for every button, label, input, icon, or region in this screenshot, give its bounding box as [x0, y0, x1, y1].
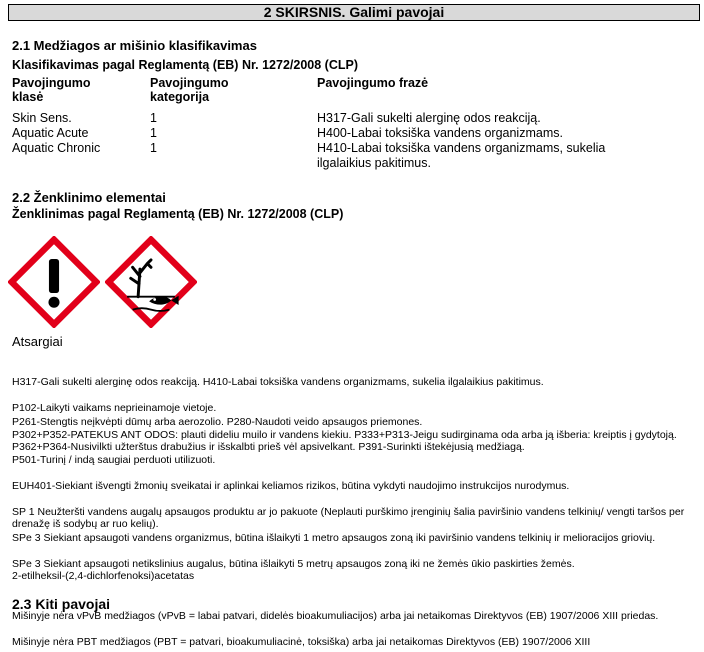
table-cell-class: Skin Sens. [12, 111, 72, 125]
other-hazards-vpvb: Mišinyje nėra vPvB medžiagos (vPvB = labai patvari, didelės bioakumuliacijos) arba jai netaikomas Direktyvos (EB) 1907/2006 XIII priedas. [12, 610, 659, 622]
table-cell-category: 1 [150, 141, 157, 155]
col-header-phrase: Pavojingumo frazė [317, 76, 429, 90]
table-cell-class: Aquatic Chronic [12, 141, 101, 155]
precautionary-p261: P261-Stengtis neįkvėpti dūmų arba aerozolio. P280-Naudoti veido apsaugos priemones. [12, 416, 423, 428]
euh-statement: EUH401-Siekiant išvengti žmonių sveikatai ir aplinkai keliamos rizikos, būtina vykdyti naudojimo instrukcijos nurodymus. [12, 480, 570, 492]
signal-word: Atsargiai [12, 334, 63, 349]
col-header-category-line2: kategorija [150, 90, 210, 104]
heading-2-2: 2.2 Ženklinimo elementai [12, 190, 166, 205]
table-cell-phrase: H410-Labai toksiška vandens organizmams, sukelia [317, 141, 606, 155]
table-cell-phrase: H400-Labai toksiška vandens organizmams. [317, 126, 563, 140]
table-cell-category: 1 [150, 126, 157, 140]
subheading-clp-labelling: Ženklinimas pagal Reglamentą (EB) Nr. 1272/2008 (CLP) [12, 207, 344, 221]
table-cell-class: Aquatic Acute [12, 126, 89, 140]
precautionary-p102: P102-Laikyti vaikams neprieinamoje vietoje. [12, 402, 217, 414]
heading-2-3: 2.3 Kiti pavojai [12, 596, 111, 612]
section-title: 2 SKIRSNIS. Galimi pavojai [8, 4, 700, 21]
precautionary-p501: P501-Turinį / indą saugiai perduoti utilizuoti. [12, 454, 216, 466]
sp1-statement: SP 1 Neužteršti vandens augalų apsaugos produktu ar jo pakuote (Neplauti purškimo įrenginių šalia paviršinio vandens telkinių/ vengti taršos per drenažę iš sodybų ar ruo kelių). [12, 506, 685, 530]
precautionary-p302: P302+P352-PATEKUS ANT ODOS: plauti dideliu muilo ir vandens kiekiu. P333+P313-Jeigu sudirginama oda arba ją išberia: kreiptis į gydytoją. P362+P364-Nusivilkti užterštus drabužius ir išskalbti prieš vėl apsivelkant. P391-Surinkti ištekėjusią medžiagą. [12, 429, 677, 453]
col-header-class [12, 76, 90, 104]
subheading-clp-classification: Klasifikavimas pagal Reglamentą (EB) Nr. 1272/2008 (CLP) [12, 58, 358, 72]
other-hazards-pbt: Mišinyje nėra PBT medžiagos (PBT = patvari, bioakumuliacinė, toksiška) arba jai netaikomas Direktyvos (EB) 1907/2006 XIII [12, 636, 591, 648]
heading-2-1: 2.1 Medžiagos ar mišinio klasifikavimas [12, 38, 257, 53]
exclamation-mark-icon [8, 236, 100, 328]
hazard-statements: H317-Gali sukelti alerginę odos reakciją. H410-Labai toksiška vandens organizmams, sukelia ilgalaikius pakitimus. [12, 376, 544, 388]
table-cell-phrase: H317-Gali sukelti alerginę odos reakciją. [317, 111, 541, 125]
spe3-water-statement: SPe 3 Siekiant apsaugoti vandens organizmus, būtina išlaikyti 1 metro apsaugos zoną iki paviršinio vandens telkinių ir melioracijos griovių. [12, 532, 656, 544]
environment-icon [105, 236, 197, 328]
col-header-category-line1: Pavojingumo [150, 76, 229, 90]
col-header-class-line2: klasė [12, 90, 44, 104]
spe3-plants-statement: SPe 3 Siekiant apsaugoti netikslinius augalus, būtina išlaikyti 5 metrų apsaugos zoną iki ne žemės ūkio paskirties žemės. [12, 558, 575, 570]
table-cell-category: 1 [150, 111, 157, 125]
col-header-category [150, 76, 228, 104]
col-header-class-line1: Pavojingumo [12, 76, 91, 90]
table-cell-phrase-cont: ilgalaikius pakitimus. [317, 156, 431, 170]
active-substance: 2-etilheksil-(2,4-dichlorfenoksi)acetatas [12, 570, 195, 582]
